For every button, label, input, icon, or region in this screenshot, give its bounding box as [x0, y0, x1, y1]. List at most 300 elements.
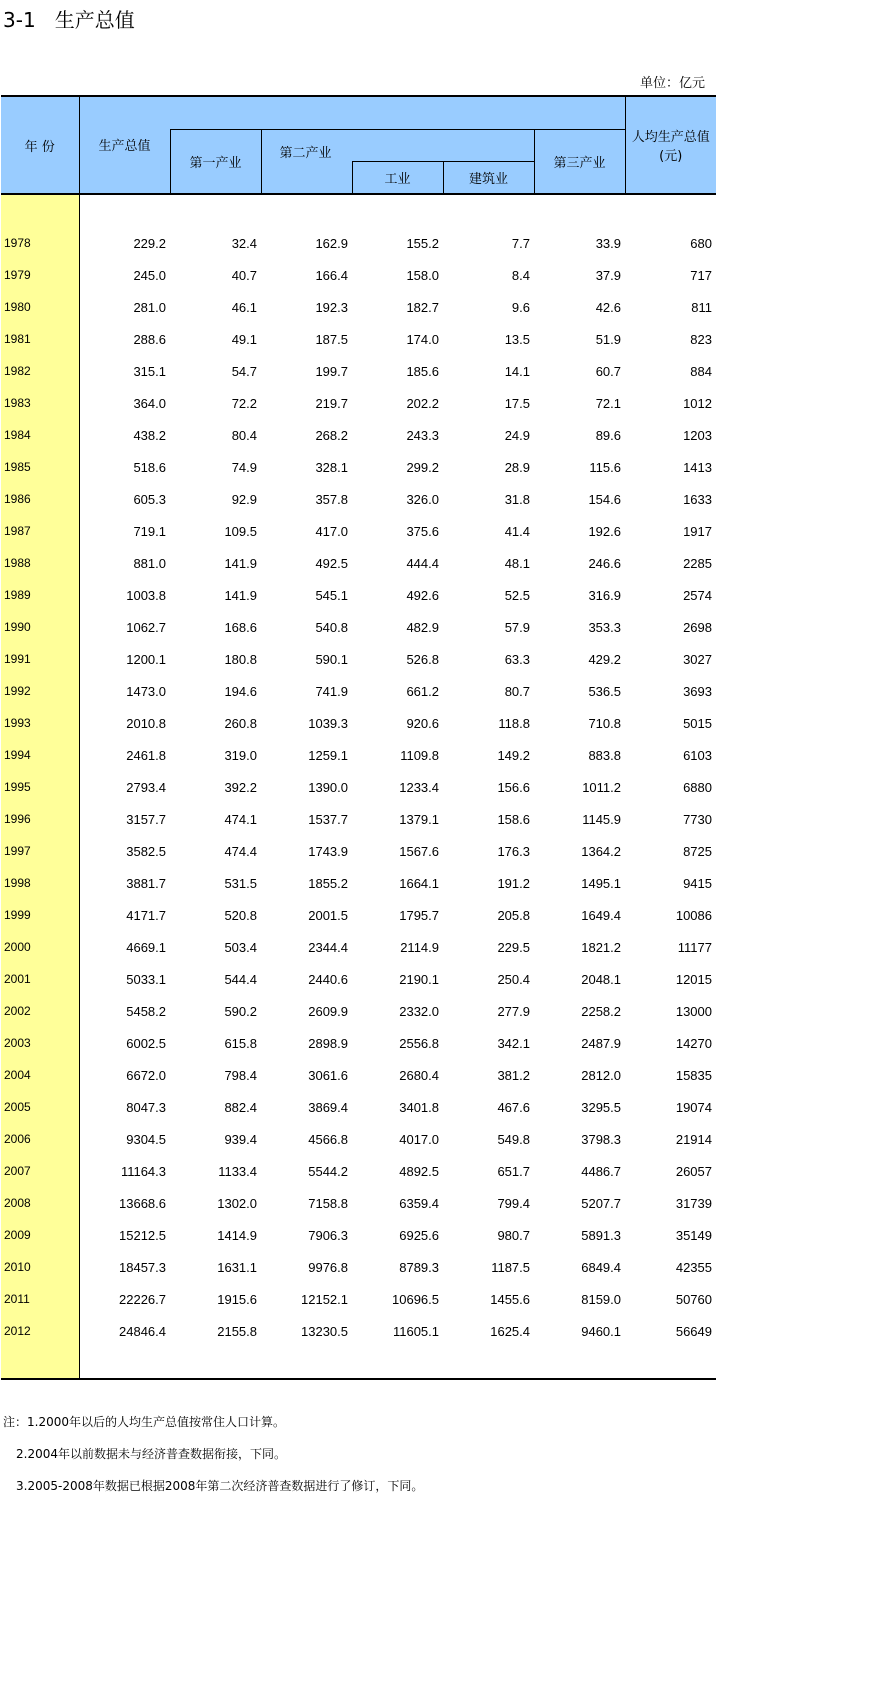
- value-cell: 3693: [683, 683, 712, 699]
- value-cell: 4017.0: [399, 1131, 439, 1147]
- value-cell: 811: [691, 299, 712, 315]
- table-row: [1, 867, 716, 899]
- value-cell: 4486.7: [581, 1163, 621, 1179]
- table-row: [1, 259, 716, 291]
- value-cell: 1413: [683, 459, 712, 475]
- year-cell: 2006: [1, 1123, 79, 1155]
- table-row: [1, 1027, 716, 1059]
- value-cell: 1567.6: [399, 843, 439, 859]
- value-cell: 4669.1: [79, 931, 170, 963]
- value-cell: 717: [690, 267, 712, 283]
- value-cell: 8047.3: [79, 1091, 170, 1123]
- value-cell: 219.7: [315, 395, 348, 411]
- value-cell: 3295.5: [581, 1099, 621, 1115]
- value-cell: 2114.9: [400, 939, 439, 955]
- value-cell: 51.9: [595, 331, 621, 347]
- value-cell: 1631.1: [217, 1259, 257, 1275]
- value-cell: 605.3: [79, 483, 170, 515]
- value-cell: 520.8: [224, 907, 257, 923]
- value-cell: 1473.0: [79, 675, 170, 707]
- value-cell: 375.6: [406, 523, 439, 539]
- header-primary: 第一产业: [170, 129, 261, 193]
- table-row: [1, 1091, 716, 1123]
- year-cell: 1986: [1, 483, 79, 515]
- value-cell: 315.1: [79, 355, 170, 387]
- value-cell: 199.7: [315, 363, 348, 379]
- value-cell: 1003.8: [79, 579, 170, 611]
- value-cell: 799.4: [497, 1195, 530, 1211]
- table-row: [1, 899, 716, 931]
- table-row: [1, 835, 716, 867]
- value-cell: 8789.3: [399, 1259, 439, 1275]
- value-cell: 24846.4: [79, 1315, 170, 1347]
- value-cell: 417.0: [315, 523, 348, 539]
- value-cell: 536.5: [588, 683, 621, 699]
- value-cell: 2487.9: [581, 1035, 621, 1051]
- value-cell: 2010.8: [79, 707, 170, 739]
- value-cell: 14.1: [504, 363, 530, 379]
- value-cell: 32.4: [231, 235, 257, 251]
- value-cell: 1915.6: [217, 1291, 257, 1307]
- table-row: [1, 643, 716, 675]
- value-cell: 5458.2: [79, 995, 170, 1027]
- value-cell: 2609.9: [308, 1003, 348, 1019]
- table-row: [1, 1187, 716, 1219]
- year-cell: 1982: [1, 355, 79, 387]
- value-cell: 980.7: [497, 1227, 530, 1243]
- value-cell: 1379.1: [399, 811, 439, 827]
- value-cell: 8.4: [511, 267, 530, 283]
- value-cell: 74.9: [231, 459, 257, 475]
- table-row: [1, 227, 716, 259]
- value-cell: 1012: [683, 395, 712, 411]
- value-cell: 48.1: [504, 555, 530, 571]
- year-cell: 1980: [1, 291, 79, 323]
- value-cell: 882.4: [224, 1099, 257, 1115]
- note-2: 2.2004年以前数据未与经济普查数据衔接，下同。: [16, 1447, 286, 1461]
- table-row: [1, 803, 716, 835]
- value-cell: 2680.4: [399, 1067, 439, 1083]
- value-cell: 194.6: [224, 683, 257, 699]
- table-row: [1, 1155, 716, 1187]
- header-per-capita-line1: 人均生产总值: [631, 130, 710, 145]
- value-cell: 328.1: [315, 459, 348, 475]
- value-cell: 4892.5: [399, 1163, 439, 1179]
- value-cell: 192.3: [315, 299, 348, 315]
- value-cell: 1743.9: [308, 843, 348, 859]
- value-cell: 7158.8: [308, 1195, 348, 1211]
- value-cell: 2190.1: [399, 971, 439, 987]
- year-cell: 1987: [1, 515, 79, 547]
- year-cell: 2012: [1, 1315, 79, 1347]
- value-cell: 1039.3: [308, 715, 348, 731]
- year-cell: 2011: [1, 1283, 79, 1315]
- value-cell: 1414.9: [217, 1227, 257, 1243]
- header-gdp: 生产总值: [79, 96, 170, 193]
- value-cell: 281.0: [79, 291, 170, 323]
- value-cell: 9460.1: [581, 1323, 621, 1339]
- value-cell: 2285: [683, 555, 712, 571]
- year-cell: 2002: [1, 995, 79, 1027]
- header-industry: 工业: [352, 161, 443, 193]
- note-1: 注：1.2000年以后的人均生产总值按常住人口计算。: [3, 1415, 285, 1429]
- year-cell: 2008: [1, 1187, 79, 1219]
- value-cell: 1633: [683, 491, 712, 507]
- value-cell: 141.9: [224, 587, 257, 603]
- value-cell: 342.1: [497, 1035, 530, 1051]
- value-cell: 246.6: [588, 555, 621, 571]
- year-cell: 2009: [1, 1219, 79, 1251]
- value-cell: 19074: [675, 1099, 712, 1115]
- page-title: 3-1 生产总值: [3, 8, 135, 32]
- value-cell: 10086: [675, 907, 712, 923]
- value-cell: 503.4: [224, 939, 257, 955]
- value-cell: 37.9: [595, 267, 621, 283]
- table-row: [1, 547, 716, 579]
- year-cell: 1992: [1, 675, 79, 707]
- value-cell: 3869.4: [308, 1099, 348, 1115]
- value-cell: 1821.2: [581, 939, 621, 955]
- value-cell: 3401.8: [399, 1099, 439, 1115]
- value-cell: 2461.8: [79, 739, 170, 771]
- value-cell: 28.9: [504, 459, 530, 475]
- header-per-capita: [625, 96, 716, 193]
- value-cell: 21914: [675, 1131, 712, 1147]
- value-cell: 154.6: [588, 491, 621, 507]
- year-cell: 1996: [1, 803, 79, 835]
- value-cell: 260.8: [224, 715, 257, 731]
- value-cell: 7906.3: [308, 1227, 348, 1243]
- table-row: [1, 1251, 716, 1283]
- note-3: 3.2005-2008年数据已根据2008年第二次经济普查数据进行了修订，下同。: [16, 1479, 424, 1493]
- value-cell: 49.1: [231, 331, 257, 347]
- header-per-capita-line2: (元): [659, 149, 683, 164]
- value-cell: 24.9: [504, 427, 530, 443]
- value-cell: 6925.6: [399, 1227, 439, 1243]
- value-cell: 798.4: [224, 1067, 257, 1083]
- year-cell: 1989: [1, 579, 79, 611]
- year-cell: 1997: [1, 835, 79, 867]
- value-cell: 5544.2: [308, 1163, 348, 1179]
- value-cell: 12015: [675, 971, 712, 987]
- value-cell: 141.9: [224, 555, 257, 571]
- value-cell: 492.6: [406, 587, 439, 603]
- value-cell: 192.6: [588, 523, 621, 539]
- notes: [3, 1412, 423, 1508]
- value-cell: 15212.5: [79, 1219, 170, 1251]
- value-cell: 2698: [683, 619, 712, 635]
- value-cell: 9415: [683, 875, 712, 891]
- header-secondary: 第二产业: [261, 129, 534, 161]
- value-cell: 6880: [683, 779, 712, 795]
- value-cell: 615.8: [224, 1035, 257, 1051]
- value-cell: 444.4: [406, 555, 439, 571]
- value-cell: 245.0: [79, 259, 170, 291]
- value-cell: 13230.5: [301, 1323, 348, 1339]
- value-cell: 185.6: [406, 363, 439, 379]
- value-cell: 1302.0: [217, 1195, 257, 1211]
- value-cell: 1259.1: [308, 747, 348, 763]
- value-cell: 429.2: [588, 651, 621, 667]
- value-cell: 31739: [675, 1195, 712, 1211]
- table-row: [1, 739, 716, 771]
- year-cell: 2007: [1, 1155, 79, 1187]
- value-cell: 52.5: [504, 587, 530, 603]
- value-cell: 2440.6: [308, 971, 348, 987]
- value-cell: 531.5: [224, 875, 257, 891]
- value-cell: 1917: [683, 523, 712, 539]
- value-cell: 1011.2: [582, 779, 621, 795]
- value-cell: 158.0: [406, 267, 439, 283]
- value-cell: 205.8: [497, 907, 530, 923]
- table-row: [1, 771, 716, 803]
- value-cell: 1200.1: [79, 643, 170, 675]
- value-cell: 42.6: [595, 299, 621, 315]
- value-cell: 26057: [675, 1163, 712, 1179]
- value-cell: 57.9: [504, 619, 530, 635]
- value-cell: 72.1: [595, 395, 621, 411]
- value-cell: 18457.3: [79, 1251, 170, 1283]
- year-cell: 2010: [1, 1251, 79, 1283]
- value-cell: 42355: [675, 1259, 712, 1275]
- table-row: [1, 1123, 716, 1155]
- value-cell: 13000: [675, 1003, 712, 1019]
- value-cell: 8725: [683, 843, 712, 859]
- value-cell: 109.5: [224, 523, 257, 539]
- year-cell: 2003: [1, 1027, 79, 1059]
- value-cell: 54.7: [231, 363, 257, 379]
- value-cell: 166.4: [315, 267, 348, 283]
- value-cell: 63.3: [504, 651, 530, 667]
- value-cell: 545.1: [315, 587, 348, 603]
- value-cell: 1109.8: [400, 747, 439, 763]
- value-cell: 661.2: [406, 683, 439, 699]
- value-cell: 149.2: [497, 747, 530, 763]
- value-cell: 1649.4: [581, 907, 621, 923]
- year-cell: 1984: [1, 419, 79, 451]
- value-cell: 5015: [683, 715, 712, 731]
- value-cell: 202.2: [406, 395, 439, 411]
- value-cell: 1664.1: [399, 875, 439, 891]
- value-cell: 17.5: [504, 395, 530, 411]
- year-cell: 1985: [1, 451, 79, 483]
- value-cell: 41.4: [504, 523, 530, 539]
- value-cell: 544.4: [224, 971, 257, 987]
- value-cell: 2001.5: [308, 907, 348, 923]
- table-row: [1, 323, 716, 355]
- value-cell: 118.8: [498, 715, 530, 731]
- value-cell: 80.7: [504, 683, 530, 699]
- value-cell: 2812.0: [581, 1067, 621, 1083]
- value-cell: 5207.7: [581, 1195, 621, 1211]
- value-cell: 250.4: [497, 971, 530, 987]
- value-cell: 13668.6: [79, 1187, 170, 1219]
- year-cell: 1981: [1, 323, 79, 355]
- value-cell: 540.8: [315, 619, 348, 635]
- value-cell: 9.6: [511, 299, 530, 315]
- value-cell: 884: [690, 363, 712, 379]
- value-cell: 176.3: [497, 843, 530, 859]
- table-row: [1, 963, 716, 995]
- value-cell: 326.0: [406, 491, 439, 507]
- year-cell: 2004: [1, 1059, 79, 1091]
- value-cell: 14270: [675, 1035, 712, 1051]
- year-cell: 1983: [1, 387, 79, 419]
- table-row: [1, 579, 716, 611]
- value-cell: 2048.1: [581, 971, 621, 987]
- value-cell: 526.8: [406, 651, 439, 667]
- value-cell: 392.2: [224, 779, 257, 795]
- table-row: [1, 931, 716, 963]
- value-cell: 22226.7: [79, 1283, 170, 1315]
- table-row: [1, 1059, 716, 1091]
- year-cell: 1993: [1, 707, 79, 739]
- value-cell: 1625.4: [490, 1323, 530, 1339]
- value-cell: 364.0: [79, 387, 170, 419]
- value-cell: 5891.3: [581, 1227, 621, 1243]
- value-cell: 381.2: [497, 1067, 530, 1083]
- table-row: [1, 451, 716, 483]
- value-cell: 1390.0: [308, 779, 348, 795]
- value-cell: 8159.0: [581, 1291, 621, 1307]
- value-cell: 11164.3: [79, 1155, 170, 1187]
- value-cell: 492.5: [315, 555, 348, 571]
- value-cell: 162.9: [315, 235, 348, 251]
- table-row: [1, 995, 716, 1027]
- table-row: [1, 355, 716, 387]
- value-cell: 438.2: [79, 419, 170, 451]
- table-row: [1, 1219, 716, 1251]
- value-cell: 31.8: [504, 491, 530, 507]
- value-cell: 680: [690, 235, 712, 251]
- value-cell: 6849.4: [581, 1259, 621, 1275]
- value-cell: 158.6: [497, 811, 530, 827]
- table-row: [1, 483, 716, 515]
- value-cell: 3157.7: [79, 803, 170, 835]
- value-cell: 13.5: [504, 331, 530, 347]
- value-cell: 3798.3: [581, 1131, 621, 1147]
- value-cell: 6002.5: [79, 1027, 170, 1059]
- value-cell: 482.9: [406, 619, 439, 635]
- value-cell: 92.9: [231, 491, 257, 507]
- value-cell: 1455.6: [490, 1291, 530, 1307]
- year-cell: 1991: [1, 643, 79, 675]
- value-cell: 1495.1: [581, 875, 621, 891]
- value-cell: 2344.4: [308, 939, 348, 955]
- value-cell: 5033.1: [79, 963, 170, 995]
- value-cell: 7730: [683, 811, 712, 827]
- value-cell: 191.2: [497, 875, 530, 891]
- value-cell: 174.0: [406, 331, 439, 347]
- table-row: [1, 1315, 716, 1347]
- table-row: [1, 611, 716, 643]
- value-cell: 6359.4: [399, 1195, 439, 1211]
- value-cell: 920.6: [406, 715, 439, 731]
- value-cell: 2258.2: [581, 1003, 621, 1019]
- year-cell: 1978: [1, 227, 79, 259]
- value-cell: 180.8: [224, 651, 257, 667]
- value-cell: 268.2: [315, 427, 348, 443]
- value-cell: 2574: [683, 587, 712, 603]
- value-cell: 1537.7: [308, 811, 348, 827]
- value-cell: 156.6: [497, 779, 530, 795]
- value-cell: 7.7: [511, 235, 530, 251]
- value-cell: 60.7: [595, 363, 621, 379]
- value-cell: 1133.4: [218, 1163, 257, 1179]
- value-cell: 15835: [675, 1067, 712, 1083]
- value-cell: 741.9: [315, 683, 348, 699]
- value-cell: 72.2: [231, 395, 257, 411]
- value-cell: 1203: [683, 427, 712, 443]
- value-cell: 11177: [677, 939, 712, 955]
- value-cell: 9304.5: [79, 1123, 170, 1155]
- value-cell: 3061.6: [308, 1067, 348, 1083]
- value-cell: 3582.5: [79, 835, 170, 867]
- value-cell: 80.4: [231, 427, 257, 443]
- header-construction: 建筑业: [443, 161, 534, 193]
- year-cell: 2001: [1, 963, 79, 995]
- value-cell: 474.4: [224, 843, 257, 859]
- value-cell: 2793.4: [79, 771, 170, 803]
- value-cell: 56649: [675, 1323, 712, 1339]
- value-cell: 1855.2: [308, 875, 348, 891]
- value-cell: 1062.7: [79, 611, 170, 643]
- value-cell: 6103: [683, 747, 712, 763]
- value-cell: 518.6: [79, 451, 170, 483]
- table-row: [1, 419, 716, 451]
- year-cell: 1990: [1, 611, 79, 643]
- value-cell: 4566.8: [308, 1131, 348, 1147]
- value-cell: 823: [690, 331, 712, 347]
- year-cell: 1995: [1, 771, 79, 803]
- value-cell: 35149: [675, 1227, 712, 1243]
- gdp-table: [1, 95, 716, 1380]
- value-cell: 168.6: [224, 619, 257, 635]
- value-cell: 299.2: [406, 459, 439, 475]
- value-cell: 288.6: [79, 323, 170, 355]
- value-cell: 4171.7: [79, 899, 170, 931]
- value-cell: 10696.5: [392, 1291, 439, 1307]
- value-cell: 319.0: [224, 747, 257, 763]
- value-cell: 115.6: [589, 459, 621, 475]
- year-cell: 2005: [1, 1091, 79, 1123]
- value-cell: 883.8: [588, 747, 621, 763]
- value-cell: 12152.1: [301, 1291, 348, 1307]
- table-row: [1, 675, 716, 707]
- value-cell: 2332.0: [399, 1003, 439, 1019]
- value-cell: 243.3: [406, 427, 439, 443]
- value-cell: 3027: [683, 651, 712, 667]
- value-cell: 2898.9: [308, 1035, 348, 1051]
- value-cell: 182.7: [406, 299, 439, 315]
- header-year: 年 份: [1, 96, 79, 193]
- value-cell: 277.9: [497, 1003, 530, 1019]
- year-cell: 1999: [1, 899, 79, 931]
- value-cell: 2556.8: [399, 1035, 439, 1051]
- unit-label: 单位：亿元: [640, 76, 706, 91]
- value-cell: 89.6: [595, 427, 621, 443]
- table-row: [1, 387, 716, 419]
- value-cell: 316.9: [588, 587, 621, 603]
- value-cell: 46.1: [231, 299, 257, 315]
- value-cell: 1364.2: [581, 843, 621, 859]
- value-cell: 651.7: [497, 1163, 530, 1179]
- value-cell: 353.3: [588, 619, 621, 635]
- value-cell: 881.0: [79, 547, 170, 579]
- value-cell: 3881.7: [79, 867, 170, 899]
- year-cell: 1979: [1, 259, 79, 291]
- value-cell: 549.8: [497, 1131, 530, 1147]
